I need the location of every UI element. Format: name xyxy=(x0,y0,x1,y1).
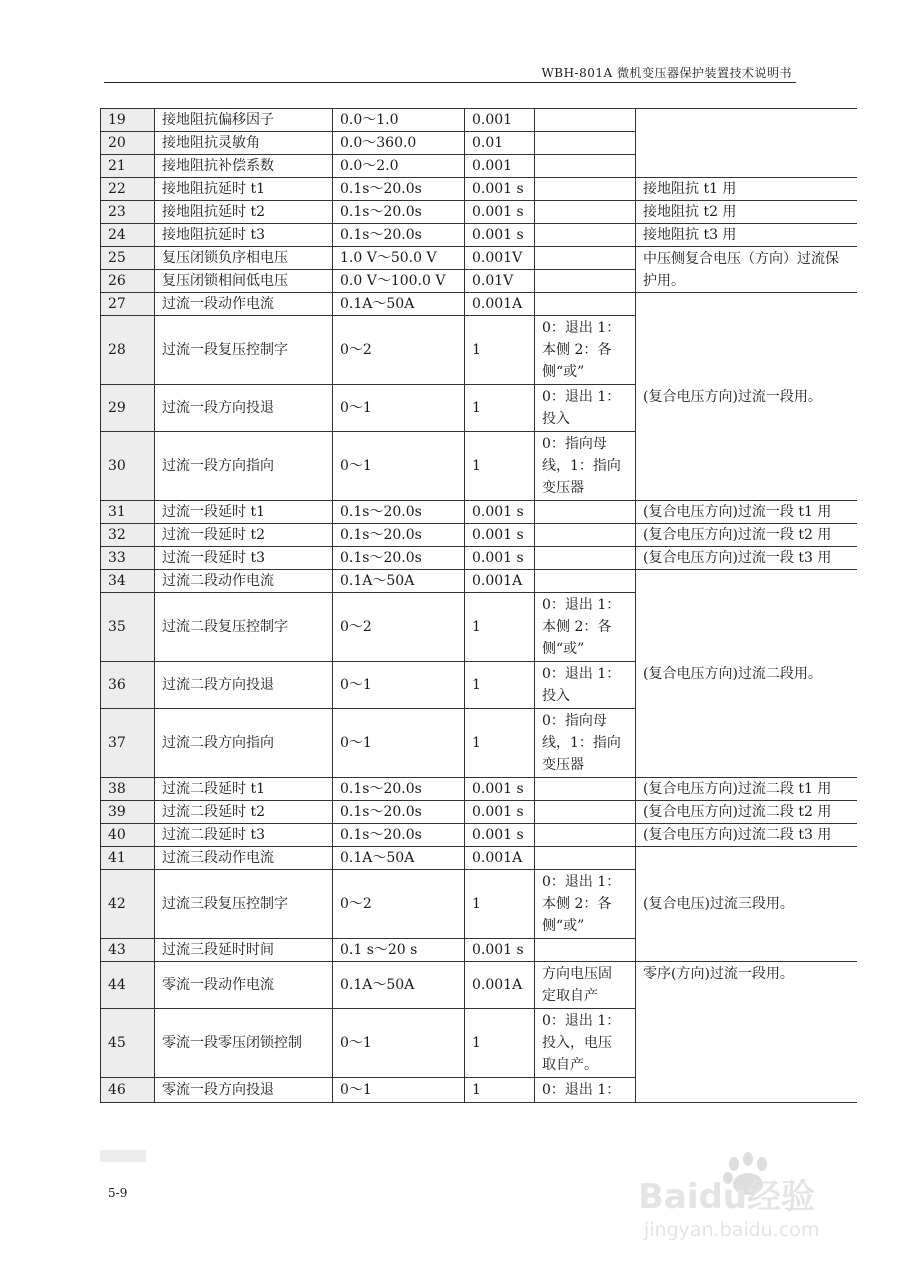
row-index: 27 xyxy=(101,293,155,316)
param-note: 0：退出 1： 本侧 2：各 侧“或” xyxy=(535,593,636,662)
param-note: 0：退出 1： 投入，电压 取自产。 xyxy=(535,1009,636,1078)
param-range: 0.1s～20.0s xyxy=(333,547,465,570)
param-step: 0.001 s xyxy=(465,524,535,547)
row-index: 28 xyxy=(101,316,155,385)
table-row xyxy=(101,962,858,1009)
row-index: 41 xyxy=(101,847,155,870)
param-note xyxy=(535,109,636,132)
param-range: 0～2 xyxy=(333,870,465,939)
param-name: 过流三段动作电流 xyxy=(155,847,333,870)
param-name: 接地阻抗补偿系数 xyxy=(155,155,333,178)
row-index: 30 xyxy=(101,432,155,501)
param-note: 0：指向母 线，1：指向 变压器 xyxy=(535,709,636,778)
param-range: 0.0～1.0 xyxy=(333,109,465,132)
row-shade-strip xyxy=(100,1150,146,1162)
param-range: 0.1A～50A xyxy=(333,847,465,870)
table-row xyxy=(101,224,858,247)
row-index: 24 xyxy=(101,224,155,247)
param-range: 0～1 xyxy=(333,1078,465,1103)
param-range: 0.1s～20.0s xyxy=(333,178,465,201)
param-description: 中压侧复合电压（方向）过流保护用。 xyxy=(636,247,858,293)
param-step: 0.001 s xyxy=(465,939,535,962)
watermark-url: jingyan.baidu.com xyxy=(644,1219,820,1241)
param-description: (复合电压方向)过流一段 t3 用 xyxy=(636,547,858,570)
row-index: 34 xyxy=(101,570,155,593)
param-note xyxy=(535,547,636,570)
param-name: 过流二段延时 t3 xyxy=(155,824,333,847)
param-range: 0～1 xyxy=(333,709,465,778)
parameter-table xyxy=(100,108,857,1103)
param-description: (复合电压方向)过流二段用。 xyxy=(636,570,858,778)
param-range: 0～1 xyxy=(333,385,465,432)
param-step: 0.001 s xyxy=(465,201,535,224)
param-step: 1 xyxy=(465,1009,535,1078)
row-index: 21 xyxy=(101,155,155,178)
row-index: 40 xyxy=(101,824,155,847)
param-description: (复合电压方向)过流二段 t1 用 xyxy=(636,778,858,801)
param-step: 0.001 s xyxy=(465,547,535,570)
row-index: 43 xyxy=(101,939,155,962)
param-name: 过流二段方向指向 xyxy=(155,709,333,778)
row-index: 19 xyxy=(101,109,155,132)
param-description: (复合电压方向)过流一段 t1 用 xyxy=(636,501,858,524)
param-name: 接地阻抗延时 t3 xyxy=(155,224,333,247)
param-range: 0.0 V～100.0 V xyxy=(333,270,465,293)
param-name: 过流三段延时时间 xyxy=(155,939,333,962)
param-step: 0.001 s xyxy=(465,224,535,247)
param-step: 1 xyxy=(465,1078,535,1103)
param-step: 1 xyxy=(465,432,535,501)
param-name: 过流一段方向投退 xyxy=(155,385,333,432)
param-description: 接地阻抗 t2 用 xyxy=(636,201,858,224)
param-note: 方向电压固 定取自产 xyxy=(535,962,636,1009)
param-name: 过流一段延时 t1 xyxy=(155,501,333,524)
param-description: (复合电压)过流三段用。 xyxy=(636,847,858,962)
param-note: 0：退出 1： xyxy=(535,1078,636,1103)
paw-logo-icon xyxy=(630,1148,862,1248)
table-row xyxy=(101,778,858,801)
parameter-table-container xyxy=(100,108,857,1150)
table-row xyxy=(101,178,858,201)
param-name: 接地阻抗灵敏角 xyxy=(155,132,333,155)
param-range: 0.1s～20.0s xyxy=(333,501,465,524)
param-step: 1 xyxy=(465,593,535,662)
table-row xyxy=(101,824,858,847)
param-note xyxy=(535,570,636,593)
param-step: 0.001A xyxy=(465,570,535,593)
row-index: 45 xyxy=(101,1009,155,1078)
table-row xyxy=(101,201,858,224)
row-index: 20 xyxy=(101,132,155,155)
param-range: 0.1A～50A xyxy=(333,293,465,316)
param-range: 0～1 xyxy=(333,662,465,709)
baidu-watermark xyxy=(630,1148,862,1248)
param-note xyxy=(535,132,636,155)
page-number: 5-9 xyxy=(108,1186,128,1200)
table-row xyxy=(101,524,858,547)
param-name: 过流三段复压控制字 xyxy=(155,870,333,939)
param-description: (复合电压方向)过流一段 t2 用 xyxy=(636,524,858,547)
param-description: 零序(方向)过流一段用。 xyxy=(636,962,858,1103)
param-note xyxy=(535,293,636,316)
param-name: 零流一段动作电流 xyxy=(155,962,333,1009)
row-index: 33 xyxy=(101,547,155,570)
param-note xyxy=(535,778,636,801)
param-note: 0：退出 1： 本侧 2：各 侧“或” xyxy=(535,870,636,939)
param-name: 接地阻抗延时 t1 xyxy=(155,178,333,201)
param-step: 0.001 s xyxy=(465,824,535,847)
param-step: 1 xyxy=(465,316,535,385)
param-step: 1 xyxy=(465,870,535,939)
param-name: 过流二段延时 t2 xyxy=(155,801,333,824)
param-step: 0.001 s xyxy=(465,501,535,524)
param-step: 0.001 xyxy=(465,155,535,178)
param-step: 1 xyxy=(465,662,535,709)
param-note: 0：退出 1： 投入 xyxy=(535,662,636,709)
param-note xyxy=(535,155,636,178)
row-index: 35 xyxy=(101,593,155,662)
row-index: 26 xyxy=(101,270,155,293)
param-note xyxy=(535,247,636,270)
watermark-brand: Baidu经验 xyxy=(638,1177,816,1217)
row-index: 36 xyxy=(101,662,155,709)
param-name: 接地阻抗偏移因子 xyxy=(155,109,333,132)
param-name: 零流一段方向投退 xyxy=(155,1078,333,1103)
param-name: 过流一段方向指向 xyxy=(155,432,333,501)
row-index: 38 xyxy=(101,778,155,801)
param-name: 过流一段动作电流 xyxy=(155,293,333,316)
row-index: 44 xyxy=(101,962,155,1009)
table-row xyxy=(101,547,858,570)
row-index: 22 xyxy=(101,178,155,201)
param-name: 复压闭锁相间低电压 xyxy=(155,270,333,293)
param-step: 1 xyxy=(465,709,535,778)
row-index: 25 xyxy=(101,247,155,270)
param-step: 0.001 s xyxy=(465,778,535,801)
param-note xyxy=(535,178,636,201)
param-note: 0：退出 1： 投入 xyxy=(535,385,636,432)
param-step: 0.01 xyxy=(465,132,535,155)
param-name: 过流二段动作电流 xyxy=(155,570,333,593)
row-index: 42 xyxy=(101,870,155,939)
param-range: 0.1s～20.0s xyxy=(333,224,465,247)
param-name: 复压闭锁负序相电压 xyxy=(155,247,333,270)
header-rule xyxy=(104,82,796,83)
param-name: 过流二段复压控制字 xyxy=(155,593,333,662)
param-range: 0.1s～20.0s xyxy=(333,778,465,801)
param-note xyxy=(535,939,636,962)
table-row xyxy=(101,109,858,132)
param-step: 0.001A xyxy=(465,962,535,1009)
param-range: 0.1s～20.0s xyxy=(333,524,465,547)
param-range: 0.1A～50A xyxy=(333,962,465,1009)
param-description: (复合电压方向)过流二段 t2 用 xyxy=(636,801,858,824)
param-range: 0.1 s～20 s xyxy=(333,939,465,962)
param-range: 0.0～360.0 xyxy=(333,132,465,155)
table-row xyxy=(101,247,858,270)
table-row xyxy=(101,801,858,824)
param-range: 0～1 xyxy=(333,1009,465,1078)
param-range: 0～2 xyxy=(333,593,465,662)
param-range: 0.1s～20.0s xyxy=(333,201,465,224)
param-name: 过流一段复压控制字 xyxy=(155,316,333,385)
param-description: (复合电压方向)过流一段用。 xyxy=(636,293,858,501)
param-name: 过流二段延时 t1 xyxy=(155,778,333,801)
param-description xyxy=(636,109,858,178)
row-index: 39 xyxy=(101,801,155,824)
param-step: 0.001V xyxy=(465,247,535,270)
param-note xyxy=(535,801,636,824)
row-index: 29 xyxy=(101,385,155,432)
row-index: 31 xyxy=(101,501,155,524)
table-row xyxy=(101,293,858,316)
param-range: 0～2 xyxy=(333,316,465,385)
param-name: 零流一段零压闭锁控制 xyxy=(155,1009,333,1078)
param-step: 0.001 s xyxy=(465,178,535,201)
param-description: (复合电压方向)过流二段 t3 用 xyxy=(636,824,858,847)
row-index: 32 xyxy=(101,524,155,547)
param-name: 过流二段方向投退 xyxy=(155,662,333,709)
param-step: 0.001 s xyxy=(465,801,535,824)
table-row xyxy=(101,847,858,870)
param-note xyxy=(535,824,636,847)
param-range: 1.0 V～50.0 V xyxy=(333,247,465,270)
param-name: 过流一段延时 t3 xyxy=(155,547,333,570)
param-step: 1 xyxy=(465,385,535,432)
param-note xyxy=(535,270,636,293)
param-note: 0：指向母 线，1：指向 变压器 xyxy=(535,432,636,501)
param-note: 0：退出 1： 本侧 2：各 侧“或” xyxy=(535,316,636,385)
table-row xyxy=(101,501,858,524)
row-index: 37 xyxy=(101,709,155,778)
param-range: 0.1s～20.0s xyxy=(333,801,465,824)
param-name: 过流一段延时 t2 xyxy=(155,524,333,547)
param-range: 0～1 xyxy=(333,432,465,501)
table-row xyxy=(101,570,858,593)
param-note xyxy=(535,524,636,547)
param-note xyxy=(535,847,636,870)
param-note xyxy=(535,201,636,224)
row-index: 23 xyxy=(101,201,155,224)
param-description: 接地阻抗 t1 用 xyxy=(636,178,858,201)
param-note xyxy=(535,501,636,524)
param-name: 接地阻抗延时 t2 xyxy=(155,201,333,224)
param-note xyxy=(535,224,636,247)
param-description: 接地阻抗 t3 用 xyxy=(636,224,858,247)
param-step: 0.001 xyxy=(465,109,535,132)
row-index: 46 xyxy=(101,1078,155,1103)
param-range: 0.1s～20.0s xyxy=(333,824,465,847)
param-step: 0.001A xyxy=(465,293,535,316)
param-range: 0.0～2.0 xyxy=(333,155,465,178)
param-step: 0.001A xyxy=(465,847,535,870)
param-step: 0.01V xyxy=(465,270,535,293)
param-range: 0.1A～50A xyxy=(333,570,465,593)
document-header-title: WBH-801A 微机变压器保护装置技术说明书 xyxy=(541,66,792,80)
